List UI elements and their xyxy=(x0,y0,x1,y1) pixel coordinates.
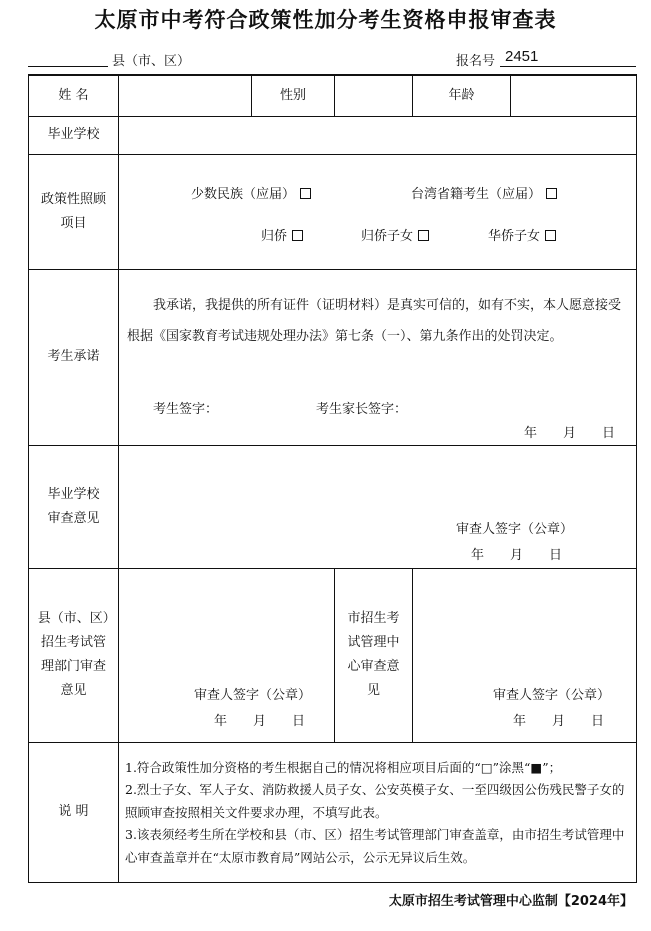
school-review-sign: 审查人签字（公章） xyxy=(456,521,574,537)
school-field[interactable] xyxy=(119,116,637,154)
note-item: 1.符合政策性加分资格的考生根据自己的情况将相应项目后面的“□”涂黑“■”； xyxy=(125,759,562,775)
city-review-label: 市招生考试管理中心审查意见 xyxy=(335,568,413,742)
county-review-date: 年 月 日 xyxy=(214,713,306,729)
county-underline[interactable] xyxy=(28,66,108,67)
checkbox-returned-overseas-children[interactable] xyxy=(418,230,429,241)
name-field[interactable] xyxy=(119,75,252,116)
gender-label: 性别 xyxy=(252,75,335,116)
option-taiwan xyxy=(411,183,557,202)
checkbox-returned-overseas[interactable] xyxy=(292,230,303,241)
notes-list xyxy=(119,742,637,882)
option-label: 归侨 xyxy=(261,228,288,244)
checkbox-overseas-chinese-children[interactable] xyxy=(545,230,556,241)
school-label: 毕业学校 xyxy=(29,116,119,154)
name-label: 姓 名 xyxy=(29,75,119,116)
form-table xyxy=(28,74,637,883)
parent-sign-label: 考生家长签字： xyxy=(316,401,408,417)
age-field[interactable] xyxy=(511,75,637,116)
option-label: 少数民族（应届） xyxy=(191,186,296,202)
county-label: 县（市、区） xyxy=(112,54,191,69)
school-review-date: 年 月 日 xyxy=(471,547,563,563)
option-label: 华侨子女 xyxy=(488,228,541,244)
note-item: 3.该表须经考生所在学校和县（市、区）招生考试管理部门审查盖章，由市招生考试管理中心审查盖章并在“太原市教育局”网站公示，公示无异议后生效。 xyxy=(125,827,625,865)
checkbox-taiwan[interactable] xyxy=(546,188,557,199)
county-review-label: 县（市、区）招生考试管理部门审查意见 xyxy=(29,568,119,742)
regno-underline xyxy=(500,66,636,67)
note-item: 2.烈士子女、军人子女、消防救援人员子女、公安英模子女、一至四级因公伤残民警子女的照顾审查按照相关文件要求办理，不填写此表。 xyxy=(125,782,625,820)
regno-value[interactable]: 2451 xyxy=(505,48,539,65)
checkbox-minority[interactable] xyxy=(300,188,311,199)
age-label: 年龄 xyxy=(413,75,511,116)
city-review-sign: 审查人签字（公章） xyxy=(493,687,611,703)
school-review-cell[interactable] xyxy=(119,445,637,568)
student-sign-label: 考生签字： xyxy=(153,401,219,417)
policy-label: 政策性照顾项目 xyxy=(29,154,119,269)
pledge-cell xyxy=(119,269,637,445)
option-label: 台湾省籍考生（应届） xyxy=(411,186,542,202)
option-returned-overseas xyxy=(261,225,303,244)
option-label: 归侨子女 xyxy=(361,228,414,244)
pledge-label: 考生承诺 xyxy=(29,269,119,445)
option-returned-overseas-children xyxy=(361,225,429,244)
notes-label: 说 明 xyxy=(29,742,119,882)
option-minority xyxy=(191,183,311,202)
county-review-sign: 审查人签字（公章） xyxy=(194,687,312,703)
form-title: 太原市中考符合政策性加分考生资格申报审查表 xyxy=(94,7,557,32)
policy-options xyxy=(119,154,637,269)
footer-issuer: 太原市招生考试管理中心监制【2024年】 xyxy=(388,894,633,909)
option-overseas-chinese-children xyxy=(488,225,556,244)
county-review-cell[interactable] xyxy=(119,568,335,742)
pledge-text: 我承诺，我提供的所有证件（证明材料）是真实可信的，如有不实，本人愿意接受根据《国家教育考试违规处理办法》第七条（一）、第九条作出的处罚决定。 xyxy=(127,297,622,344)
city-review-cell[interactable] xyxy=(413,568,637,742)
regno-label: 报名号 xyxy=(456,54,496,69)
school-review-label: 毕业学校审查意见 xyxy=(29,445,119,568)
pledge-date: 年 月 日 xyxy=(524,425,616,441)
city-review-date: 年 月 日 xyxy=(513,713,605,729)
gender-field[interactable] xyxy=(335,75,413,116)
